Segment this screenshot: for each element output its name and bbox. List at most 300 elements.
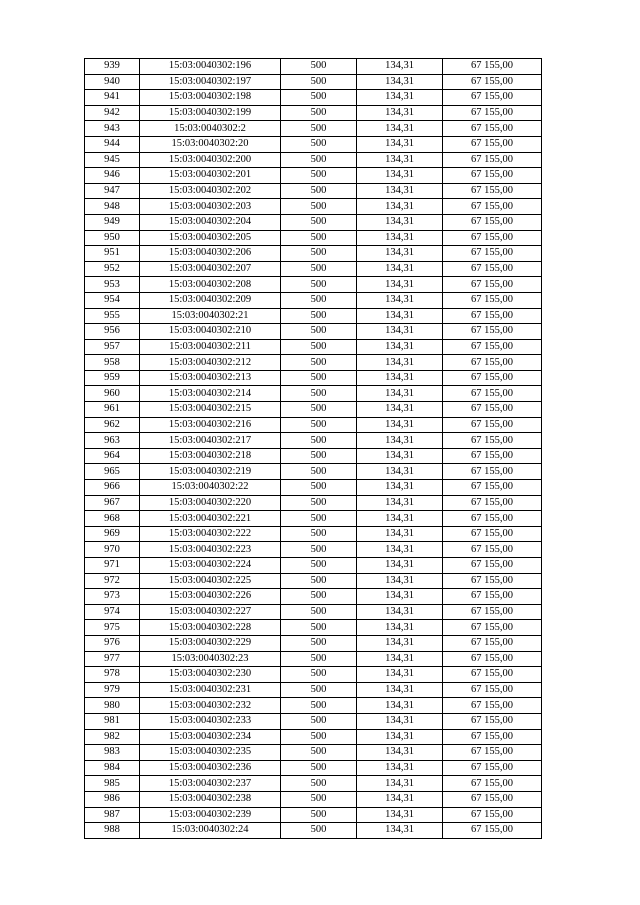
area-cell: 500 bbox=[281, 261, 357, 277]
area-cell: 500 bbox=[281, 448, 357, 464]
row-number-cell: 944 bbox=[85, 136, 140, 152]
value-cell: 67 155,00 bbox=[443, 308, 542, 324]
cadastral-number-cell: 15:03:0040302:234 bbox=[140, 729, 281, 745]
value-cell: 67 155,00 bbox=[443, 464, 542, 480]
table-row bbox=[85, 261, 542, 277]
value-cell: 67 155,00 bbox=[443, 105, 542, 121]
area-cell: 500 bbox=[281, 324, 357, 340]
area-cell: 500 bbox=[281, 370, 357, 386]
rate-cell: 134,31 bbox=[357, 214, 443, 230]
rate-cell: 134,31 bbox=[357, 526, 443, 542]
row-number-cell: 949 bbox=[85, 214, 140, 230]
row-number-cell: 966 bbox=[85, 480, 140, 496]
area-cell: 500 bbox=[281, 776, 357, 792]
table-row bbox=[85, 589, 542, 605]
area-cell: 500 bbox=[281, 464, 357, 480]
value-cell: 67 155,00 bbox=[443, 480, 542, 496]
value-cell: 67 155,00 bbox=[443, 168, 542, 184]
cadastral-number-cell: 15:03:0040302:211 bbox=[140, 339, 281, 355]
table-row bbox=[85, 183, 542, 199]
table-row bbox=[85, 448, 542, 464]
row-number-cell: 947 bbox=[85, 183, 140, 199]
row-number-cell: 956 bbox=[85, 324, 140, 340]
rate-cell: 134,31 bbox=[357, 651, 443, 667]
value-cell: 67 155,00 bbox=[443, 807, 542, 823]
rate-cell: 134,31 bbox=[357, 355, 443, 371]
table-row bbox=[85, 651, 542, 667]
rate-cell: 134,31 bbox=[357, 542, 443, 558]
row-number-cell: 971 bbox=[85, 558, 140, 574]
rate-cell: 134,31 bbox=[357, 635, 443, 651]
value-cell: 67 155,00 bbox=[443, 635, 542, 651]
area-cell: 500 bbox=[281, 90, 357, 106]
rate-cell: 134,31 bbox=[357, 168, 443, 184]
cadastral-number-cell: 15:03:0040302:199 bbox=[140, 105, 281, 121]
value-cell: 67 155,00 bbox=[443, 339, 542, 355]
rate-cell: 134,31 bbox=[357, 823, 443, 839]
cadastral-number-cell: 15:03:0040302:202 bbox=[140, 183, 281, 199]
row-number-cell: 961 bbox=[85, 402, 140, 418]
value-cell: 67 155,00 bbox=[443, 542, 542, 558]
rate-cell: 134,31 bbox=[357, 402, 443, 418]
value-cell: 67 155,00 bbox=[443, 558, 542, 574]
area-cell: 500 bbox=[281, 168, 357, 184]
area-cell: 500 bbox=[281, 745, 357, 761]
row-number-cell: 942 bbox=[85, 105, 140, 121]
cadastral-number-cell: 15:03:0040302:223 bbox=[140, 542, 281, 558]
value-cell: 67 155,00 bbox=[443, 495, 542, 511]
value-cell: 67 155,00 bbox=[443, 682, 542, 698]
row-number-cell: 957 bbox=[85, 339, 140, 355]
row-number-cell: 988 bbox=[85, 823, 140, 839]
cadastral-number-cell: 15:03:0040302:22 bbox=[140, 480, 281, 496]
cadastral-number-cell: 15:03:0040302:197 bbox=[140, 74, 281, 90]
value-cell: 67 155,00 bbox=[443, 745, 542, 761]
table-row bbox=[85, 480, 542, 496]
row-number-cell: 958 bbox=[85, 355, 140, 371]
area-cell: 500 bbox=[281, 277, 357, 293]
cadastral-number-cell: 15:03:0040302:237 bbox=[140, 776, 281, 792]
table-row bbox=[85, 355, 542, 371]
row-number-cell: 964 bbox=[85, 448, 140, 464]
row-number-cell: 955 bbox=[85, 308, 140, 324]
rate-cell: 134,31 bbox=[357, 589, 443, 605]
table-row bbox=[85, 495, 542, 511]
table-row bbox=[85, 511, 542, 527]
row-number-cell: 960 bbox=[85, 386, 140, 402]
rate-cell: 134,31 bbox=[357, 558, 443, 574]
table-row bbox=[85, 433, 542, 449]
row-number-cell: 980 bbox=[85, 698, 140, 714]
rate-cell: 134,31 bbox=[357, 495, 443, 511]
row-number-cell: 941 bbox=[85, 90, 140, 106]
row-number-cell: 943 bbox=[85, 121, 140, 137]
rate-cell: 134,31 bbox=[357, 183, 443, 199]
row-number-cell: 967 bbox=[85, 495, 140, 511]
table-row bbox=[85, 339, 542, 355]
value-cell: 67 155,00 bbox=[443, 277, 542, 293]
area-cell: 500 bbox=[281, 308, 357, 324]
row-number-cell: 973 bbox=[85, 589, 140, 605]
area-cell: 500 bbox=[281, 402, 357, 418]
row-number-cell: 986 bbox=[85, 791, 140, 807]
rate-cell: 134,31 bbox=[357, 277, 443, 293]
cadastral-number-cell: 15:03:0040302:196 bbox=[140, 59, 281, 75]
row-number-cell: 970 bbox=[85, 542, 140, 558]
area-cell: 500 bbox=[281, 495, 357, 511]
table-row bbox=[85, 823, 542, 839]
rate-cell: 134,31 bbox=[357, 121, 443, 137]
value-cell: 67 155,00 bbox=[443, 261, 542, 277]
row-number-cell: 979 bbox=[85, 682, 140, 698]
area-cell: 500 bbox=[281, 199, 357, 215]
value-cell: 67 155,00 bbox=[443, 589, 542, 605]
rate-cell: 134,31 bbox=[357, 620, 443, 636]
cadastral-number-cell: 15:03:0040302:230 bbox=[140, 667, 281, 683]
cadastral-number-cell: 15:03:0040302:214 bbox=[140, 386, 281, 402]
value-cell: 67 155,00 bbox=[443, 230, 542, 246]
value-cell: 67 155,00 bbox=[443, 791, 542, 807]
value-cell: 67 155,00 bbox=[443, 386, 542, 402]
table-row bbox=[85, 199, 542, 215]
row-number-cell: 953 bbox=[85, 277, 140, 293]
value-cell: 67 155,00 bbox=[443, 90, 542, 106]
area-cell: 500 bbox=[281, 121, 357, 137]
cadastral-number-cell: 15:03:0040302:215 bbox=[140, 402, 281, 418]
area-cell: 500 bbox=[281, 480, 357, 496]
cadastral-number-cell: 15:03:0040302:2 bbox=[140, 121, 281, 137]
cadastral-number-cell: 15:03:0040302:232 bbox=[140, 698, 281, 714]
area-cell: 500 bbox=[281, 667, 357, 683]
area-cell: 500 bbox=[281, 433, 357, 449]
rate-cell: 134,31 bbox=[357, 417, 443, 433]
row-number-cell: 976 bbox=[85, 635, 140, 651]
rate-cell: 134,31 bbox=[357, 807, 443, 823]
cadastral-number-cell: 15:03:0040302:228 bbox=[140, 620, 281, 636]
row-number-cell: 948 bbox=[85, 199, 140, 215]
rate-cell: 134,31 bbox=[357, 682, 443, 698]
value-cell: 67 155,00 bbox=[443, 199, 542, 215]
table-row bbox=[85, 402, 542, 418]
row-number-cell: 965 bbox=[85, 464, 140, 480]
rate-cell: 134,31 bbox=[357, 791, 443, 807]
table-row bbox=[85, 214, 542, 230]
area-cell: 500 bbox=[281, 760, 357, 776]
value-cell: 67 155,00 bbox=[443, 59, 542, 75]
table-row bbox=[85, 74, 542, 90]
rate-cell: 134,31 bbox=[357, 604, 443, 620]
table-row bbox=[85, 370, 542, 386]
value-cell: 67 155,00 bbox=[443, 183, 542, 199]
cadastral-number-cell: 15:03:0040302:226 bbox=[140, 589, 281, 605]
row-number-cell: 946 bbox=[85, 168, 140, 184]
rate-cell: 134,31 bbox=[357, 199, 443, 215]
value-cell: 67 155,00 bbox=[443, 667, 542, 683]
cadastral-number-cell: 15:03:0040302:209 bbox=[140, 292, 281, 308]
area-cell: 500 bbox=[281, 573, 357, 589]
rate-cell: 134,31 bbox=[357, 464, 443, 480]
rate-cell: 134,31 bbox=[357, 386, 443, 402]
value-cell: 67 155,00 bbox=[443, 355, 542, 371]
value-cell: 67 155,00 bbox=[443, 620, 542, 636]
row-number-cell: 985 bbox=[85, 776, 140, 792]
rate-cell: 134,31 bbox=[357, 59, 443, 75]
cadastral-number-cell: 15:03:0040302:203 bbox=[140, 199, 281, 215]
row-number-cell: 954 bbox=[85, 292, 140, 308]
area-cell: 500 bbox=[281, 511, 357, 527]
value-cell: 67 155,00 bbox=[443, 324, 542, 340]
value-cell: 67 155,00 bbox=[443, 433, 542, 449]
row-number-cell: 963 bbox=[85, 433, 140, 449]
table-row bbox=[85, 464, 542, 480]
area-cell: 500 bbox=[281, 230, 357, 246]
area-cell: 500 bbox=[281, 713, 357, 729]
area-cell: 500 bbox=[281, 635, 357, 651]
cadastral-number-cell: 15:03:0040302:239 bbox=[140, 807, 281, 823]
area-cell: 500 bbox=[281, 105, 357, 121]
value-cell: 67 155,00 bbox=[443, 417, 542, 433]
table-row bbox=[85, 417, 542, 433]
value-cell: 67 155,00 bbox=[443, 823, 542, 839]
cadastral-number-cell: 15:03:0040302:24 bbox=[140, 823, 281, 839]
cadastral-number-cell: 15:03:0040302:206 bbox=[140, 246, 281, 262]
table-row bbox=[85, 152, 542, 168]
value-cell: 67 155,00 bbox=[443, 292, 542, 308]
value-cell: 67 155,00 bbox=[443, 651, 542, 667]
table-row bbox=[85, 558, 542, 574]
table-row bbox=[85, 105, 542, 121]
row-number-cell: 959 bbox=[85, 370, 140, 386]
value-cell: 67 155,00 bbox=[443, 776, 542, 792]
area-cell: 500 bbox=[281, 542, 357, 558]
row-number-cell: 969 bbox=[85, 526, 140, 542]
table-row bbox=[85, 308, 542, 324]
table-row bbox=[85, 230, 542, 246]
rate-cell: 134,31 bbox=[357, 339, 443, 355]
cadastral-number-cell: 15:03:0040302:212 bbox=[140, 355, 281, 371]
rate-cell: 134,31 bbox=[357, 152, 443, 168]
table-row bbox=[85, 776, 542, 792]
row-number-cell: 962 bbox=[85, 417, 140, 433]
area-cell: 500 bbox=[281, 604, 357, 620]
rate-cell: 134,31 bbox=[357, 136, 443, 152]
area-cell: 500 bbox=[281, 526, 357, 542]
area-cell: 500 bbox=[281, 152, 357, 168]
rate-cell: 134,31 bbox=[357, 448, 443, 464]
value-cell: 67 155,00 bbox=[443, 526, 542, 542]
rate-cell: 134,31 bbox=[357, 105, 443, 121]
cadastral-number-cell: 15:03:0040302:213 bbox=[140, 370, 281, 386]
value-cell: 67 155,00 bbox=[443, 604, 542, 620]
row-number-cell: 952 bbox=[85, 261, 140, 277]
row-number-cell: 945 bbox=[85, 152, 140, 168]
area-cell: 500 bbox=[281, 386, 357, 402]
value-cell: 67 155,00 bbox=[443, 121, 542, 137]
cadastral-number-cell: 15:03:0040302:205 bbox=[140, 230, 281, 246]
cadastral-number-cell: 15:03:0040302:227 bbox=[140, 604, 281, 620]
table-row bbox=[85, 324, 542, 340]
cadastral-number-cell: 15:03:0040302:200 bbox=[140, 152, 281, 168]
value-cell: 67 155,00 bbox=[443, 136, 542, 152]
rate-cell: 134,31 bbox=[357, 745, 443, 761]
row-number-cell: 972 bbox=[85, 573, 140, 589]
cadastral-number-cell: 15:03:0040302:222 bbox=[140, 526, 281, 542]
area-cell: 500 bbox=[281, 136, 357, 152]
area-cell: 500 bbox=[281, 339, 357, 355]
cadastral-number-cell: 15:03:0040302:208 bbox=[140, 277, 281, 293]
cadastral-number-cell: 15:03:0040302:218 bbox=[140, 448, 281, 464]
cadastral-number-cell: 15:03:0040302:217 bbox=[140, 433, 281, 449]
area-cell: 500 bbox=[281, 682, 357, 698]
value-cell: 67 155,00 bbox=[443, 760, 542, 776]
value-cell: 67 155,00 bbox=[443, 152, 542, 168]
rate-cell: 134,31 bbox=[357, 760, 443, 776]
area-cell: 500 bbox=[281, 807, 357, 823]
area-cell: 500 bbox=[281, 74, 357, 90]
rate-cell: 134,31 bbox=[357, 246, 443, 262]
area-cell: 500 bbox=[281, 417, 357, 433]
value-cell: 67 155,00 bbox=[443, 246, 542, 262]
table-row bbox=[85, 667, 542, 683]
table-body bbox=[85, 59, 542, 839]
table-row bbox=[85, 604, 542, 620]
table-row bbox=[85, 760, 542, 776]
row-number-cell: 978 bbox=[85, 667, 140, 683]
cadastral-number-cell: 15:03:0040302:231 bbox=[140, 682, 281, 698]
table-row bbox=[85, 620, 542, 636]
row-number-cell: 950 bbox=[85, 230, 140, 246]
area-cell: 500 bbox=[281, 355, 357, 371]
cadastral-number-cell: 15:03:0040302:216 bbox=[140, 417, 281, 433]
row-number-cell: 983 bbox=[85, 745, 140, 761]
value-cell: 67 155,00 bbox=[443, 402, 542, 418]
table-row bbox=[85, 90, 542, 106]
table-row bbox=[85, 246, 542, 262]
cadastral-number-cell: 15:03:0040302:221 bbox=[140, 511, 281, 527]
area-cell: 500 bbox=[281, 791, 357, 807]
area-cell: 500 bbox=[281, 698, 357, 714]
rate-cell: 134,31 bbox=[357, 776, 443, 792]
table-row bbox=[85, 807, 542, 823]
value-cell: 67 155,00 bbox=[443, 713, 542, 729]
area-cell: 500 bbox=[281, 183, 357, 199]
area-cell: 500 bbox=[281, 729, 357, 745]
table-row bbox=[85, 292, 542, 308]
area-cell: 500 bbox=[281, 292, 357, 308]
value-cell: 67 155,00 bbox=[443, 370, 542, 386]
rate-cell: 134,31 bbox=[357, 667, 443, 683]
table-row bbox=[85, 635, 542, 651]
area-cell: 500 bbox=[281, 589, 357, 605]
table-row bbox=[85, 682, 542, 698]
cadastral-number-cell: 15:03:0040302:20 bbox=[140, 136, 281, 152]
table-row bbox=[85, 121, 542, 137]
cadastral-number-cell: 15:03:0040302:235 bbox=[140, 745, 281, 761]
value-cell: 67 155,00 bbox=[443, 74, 542, 90]
value-cell: 67 155,00 bbox=[443, 448, 542, 464]
rate-cell: 134,31 bbox=[357, 511, 443, 527]
area-cell: 500 bbox=[281, 620, 357, 636]
rate-cell: 134,31 bbox=[357, 698, 443, 714]
rate-cell: 134,31 bbox=[357, 74, 443, 90]
value-cell: 67 155,00 bbox=[443, 573, 542, 589]
row-number-cell: 984 bbox=[85, 760, 140, 776]
table-row bbox=[85, 386, 542, 402]
rate-cell: 134,31 bbox=[357, 713, 443, 729]
cadastral-number-cell: 15:03:0040302:21 bbox=[140, 308, 281, 324]
rate-cell: 134,31 bbox=[357, 261, 443, 277]
rate-cell: 134,31 bbox=[357, 292, 443, 308]
area-cell: 500 bbox=[281, 823, 357, 839]
table-row bbox=[85, 573, 542, 589]
cadastral-number-cell: 15:03:0040302:236 bbox=[140, 760, 281, 776]
table-row bbox=[85, 277, 542, 293]
cadastral-number-cell: 15:03:0040302:210 bbox=[140, 324, 281, 340]
table-row bbox=[85, 168, 542, 184]
cadastral-number-cell: 15:03:0040302:201 bbox=[140, 168, 281, 184]
rate-cell: 134,31 bbox=[357, 433, 443, 449]
row-number-cell: 987 bbox=[85, 807, 140, 823]
value-cell: 67 155,00 bbox=[443, 698, 542, 714]
area-cell: 500 bbox=[281, 214, 357, 230]
row-number-cell: 981 bbox=[85, 713, 140, 729]
area-cell: 500 bbox=[281, 246, 357, 262]
value-cell: 67 155,00 bbox=[443, 511, 542, 527]
area-cell: 500 bbox=[281, 651, 357, 667]
cadastral-number-cell: 15:03:0040302:224 bbox=[140, 558, 281, 574]
cadastral-number-cell: 15:03:0040302:225 bbox=[140, 573, 281, 589]
rate-cell: 134,31 bbox=[357, 480, 443, 496]
row-number-cell: 974 bbox=[85, 604, 140, 620]
row-number-cell: 977 bbox=[85, 651, 140, 667]
row-number-cell: 939 bbox=[85, 59, 140, 75]
rate-cell: 134,31 bbox=[357, 230, 443, 246]
rate-cell: 134,31 bbox=[357, 308, 443, 324]
value-cell: 67 155,00 bbox=[443, 214, 542, 230]
table-row bbox=[85, 542, 542, 558]
cadastral-number-cell: 15:03:0040302:207 bbox=[140, 261, 281, 277]
area-cell: 500 bbox=[281, 59, 357, 75]
row-number-cell: 951 bbox=[85, 246, 140, 262]
cadastral-number-cell: 15:03:0040302:233 bbox=[140, 713, 281, 729]
table-row bbox=[85, 59, 542, 75]
rate-cell: 134,31 bbox=[357, 90, 443, 106]
rate-cell: 134,31 bbox=[357, 370, 443, 386]
cadastral-number-cell: 15:03:0040302:220 bbox=[140, 495, 281, 511]
table-row bbox=[85, 526, 542, 542]
land-plot-table bbox=[84, 58, 542, 839]
table-row bbox=[85, 791, 542, 807]
table-row bbox=[85, 713, 542, 729]
cadastral-number-cell: 15:03:0040302:219 bbox=[140, 464, 281, 480]
table-row bbox=[85, 698, 542, 714]
rate-cell: 134,31 bbox=[357, 324, 443, 340]
cadastral-number-cell: 15:03:0040302:229 bbox=[140, 635, 281, 651]
value-cell: 67 155,00 bbox=[443, 729, 542, 745]
table-row bbox=[85, 729, 542, 745]
table-row bbox=[85, 745, 542, 761]
rate-cell: 134,31 bbox=[357, 573, 443, 589]
cadastral-number-cell: 15:03:0040302:198 bbox=[140, 90, 281, 106]
cadastral-number-cell: 15:03:0040302:204 bbox=[140, 214, 281, 230]
cadastral-number-cell: 15:03:0040302:23 bbox=[140, 651, 281, 667]
row-number-cell: 940 bbox=[85, 74, 140, 90]
row-number-cell: 982 bbox=[85, 729, 140, 745]
area-cell: 500 bbox=[281, 558, 357, 574]
row-number-cell: 975 bbox=[85, 620, 140, 636]
row-number-cell: 968 bbox=[85, 511, 140, 527]
rate-cell: 134,31 bbox=[357, 729, 443, 745]
